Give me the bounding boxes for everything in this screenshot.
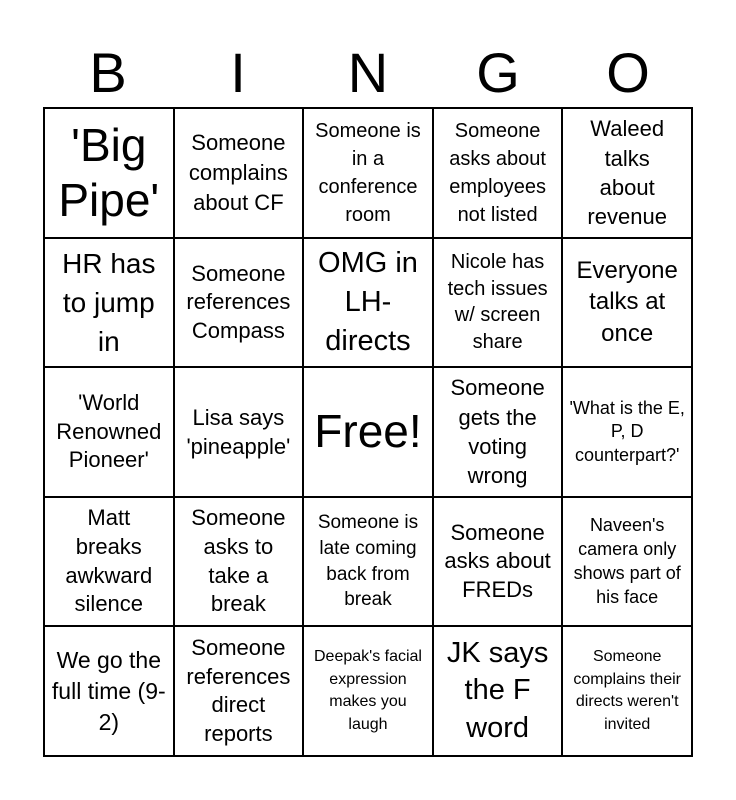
cell-text: Someone complains about CF [188, 130, 288, 215]
cell-text: Someone is in a conference room [315, 119, 421, 226]
cell-text: Waleed talks about revenue [587, 116, 667, 230]
bingo-cell-r2c5[interactable] [562, 238, 692, 368]
header-letter-n: N [347, 41, 389, 104]
cell-text: Nicole has tech issues w/ screen share [447, 251, 548, 353]
cell-text: Lisa says 'pineapple' [186, 404, 291, 459]
header-letter-o: O [606, 41, 650, 104]
bingo-cell-r5c5[interactable] [562, 626, 692, 756]
cell-text: Someone references direct reports [186, 635, 291, 746]
cell-text: Someone gets the voting wrong [450, 375, 545, 489]
bingo-cell-r4c3[interactable] [303, 497, 433, 627]
bingo-cell-r3c5[interactable] [562, 367, 692, 497]
bingo-cell-r2c2[interactable] [174, 238, 304, 368]
bingo-cell-r4c1[interactable] [44, 497, 174, 627]
bingo-cell-r5c3[interactable] [303, 626, 433, 756]
bingo-cell-r3c1[interactable] [44, 367, 174, 497]
cell-text: OMG in LH-directs [318, 246, 418, 357]
cell-text: Someone complains their directs weren't invited [573, 648, 681, 733]
bingo-cell-r3c4[interactable] [433, 367, 563, 497]
cell-text: Naveen's camera only shows part of his face [573, 514, 681, 607]
bingo-cell-r5c2[interactable] [174, 626, 304, 756]
cell-text: We go the full time (9-2) [51, 646, 166, 735]
header-letter-b: B [89, 41, 127, 104]
bingo-cell-r4c5[interactable] [562, 497, 692, 627]
bingo-cell-r1c3[interactable] [303, 108, 433, 238]
cell-text: HR has to jump in [62, 247, 156, 357]
bingo-cell-r1c5[interactable] [562, 108, 692, 238]
bingo-cell-r4c2[interactable] [174, 497, 304, 627]
cell-text: 'World Renowned Pioneer' [56, 390, 162, 473]
cell-text: 'What is the E, P, D counterpart?' [569, 397, 685, 465]
cell-text: Someone is late coming back from break [317, 512, 419, 611]
bingo-cell-r1c1[interactable] [44, 108, 174, 238]
bingo-cell-r3c3[interactable] [303, 367, 433, 497]
bingo-cell-r1c4[interactable] [433, 108, 563, 238]
bingo-cell-r5c4[interactable] [433, 626, 563, 756]
bingo-cell-r1c2[interactable] [174, 108, 304, 238]
cell-text: Everyone talks at once [576, 256, 678, 348]
cell-text: Someone asks to take a break [191, 505, 286, 617]
header-letter-g: G [476, 41, 520, 104]
cell-text: Free! [314, 405, 422, 458]
bingo-cell-r2c4[interactable] [433, 238, 563, 368]
bingo-board [43, 107, 693, 757]
cell-text: JK says the F word [446, 636, 549, 745]
bingo-cell-r5c1[interactable] [44, 626, 174, 756]
bingo-cell-r4c4[interactable] [433, 497, 563, 627]
header-letter-i: I [230, 41, 246, 104]
bingo-cell-r2c1[interactable] [44, 238, 174, 368]
cell-text: Someone asks about employees not listed [449, 119, 546, 226]
cell-text: Someone asks about FREDs [444, 519, 551, 602]
bingo-cell-r2c3[interactable] [303, 238, 433, 368]
bingo-header [43, 42, 693, 104]
cell-text: Matt breaks awkward silence [65, 505, 153, 617]
bingo-cell-r3c2[interactable] [174, 367, 304, 497]
cell-text: Someone references Compass [186, 260, 291, 343]
cell-text: 'Big Pipe' [58, 118, 160, 226]
cell-text: Deepak's facial expression makes you laugh [313, 648, 422, 733]
